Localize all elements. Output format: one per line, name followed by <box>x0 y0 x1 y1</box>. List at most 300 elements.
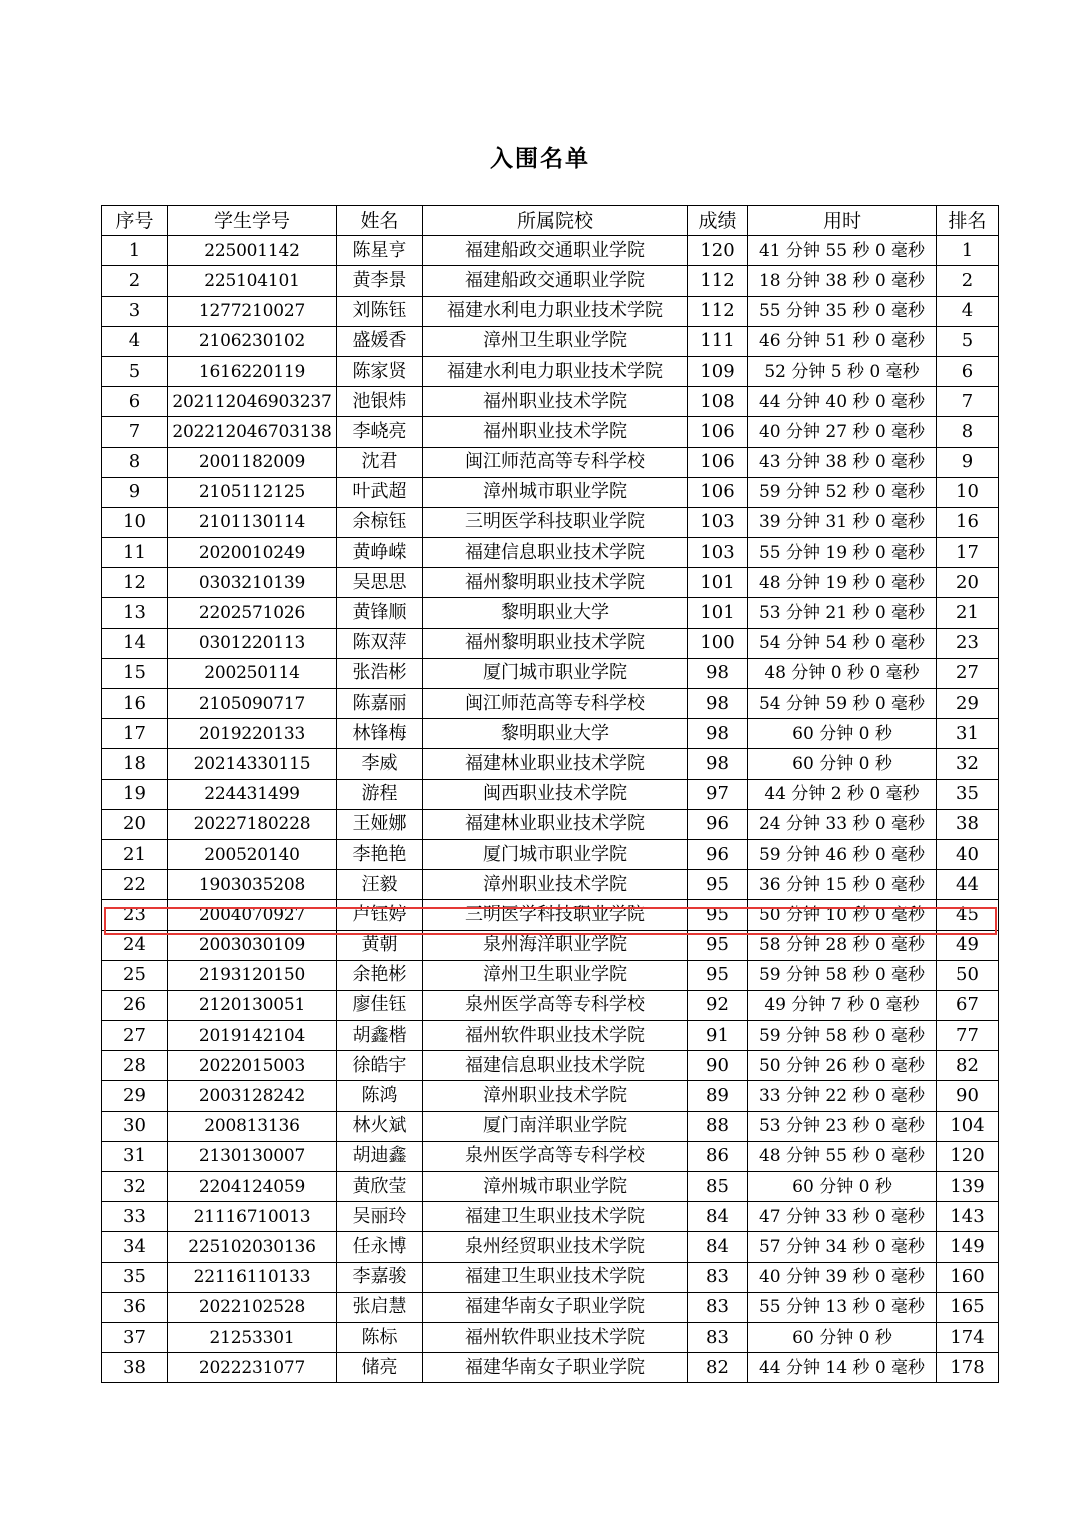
cell-score: 98 <box>688 658 748 688</box>
cell-score: 91 <box>688 1021 748 1051</box>
cell-time: 46 分钟 51 秒 0 毫秒 <box>748 326 937 356</box>
cell-school: 三明医学科技职业学院 <box>423 900 688 930</box>
cell-student-id: 202212046703138 <box>168 417 337 447</box>
cell-index: 4 <box>102 326 168 356</box>
cell-student-id: 202112046903237 <box>168 387 337 417</box>
cell-time: 54 分钟 54 秒 0 毫秒 <box>748 628 937 658</box>
cell-index: 33 <box>102 1202 168 1232</box>
cell-index: 13 <box>102 598 168 628</box>
cell-school: 福建信息职业技术学院 <box>423 1051 688 1081</box>
cell-index: 24 <box>102 930 168 960</box>
cell-student-id: 2204124059 <box>168 1172 337 1202</box>
table-row <box>102 1353 999 1383</box>
cell-name: 林火斌 <box>337 1111 423 1141</box>
cell-time: 59 分钟 52 秒 0 毫秒 <box>748 477 937 507</box>
cell-score: 92 <box>688 990 748 1020</box>
cell-name: 李峣亮 <box>337 417 423 447</box>
cell-index: 14 <box>102 628 168 658</box>
cell-student-id: 2003030109 <box>168 930 337 960</box>
cell-rank: 67 <box>937 990 999 1020</box>
cell-score: 86 <box>688 1141 748 1171</box>
column-header-student-id: 学生学号 <box>168 206 337 236</box>
table-row <box>102 749 999 779</box>
column-header-name: 姓名 <box>337 206 423 236</box>
cell-index: 6 <box>102 387 168 417</box>
cell-name: 池银炜 <box>337 387 423 417</box>
cell-name: 汪毅 <box>337 870 423 900</box>
cell-index: 34 <box>102 1232 168 1262</box>
table-row <box>102 689 999 719</box>
cell-name: 陈双萍 <box>337 628 423 658</box>
table-row <box>102 960 999 990</box>
table-row <box>102 326 999 356</box>
cell-index: 29 <box>102 1081 168 1111</box>
cell-rank: 5 <box>937 326 999 356</box>
cell-score: 85 <box>688 1172 748 1202</box>
cell-rank: 143 <box>937 1202 999 1232</box>
cell-school: 厦门城市职业学院 <box>423 658 688 688</box>
cell-time: 48 分钟 19 秒 0 毫秒 <box>748 568 937 598</box>
cell-rank: 7 <box>937 387 999 417</box>
cell-index: 17 <box>102 719 168 749</box>
cell-school: 福建华南女子职业学院 <box>423 1292 688 1322</box>
page-title: 入围名单 <box>490 146 590 172</box>
cell-score: 106 <box>688 417 748 447</box>
cell-time: 44 分钟 40 秒 0 毫秒 <box>748 387 937 417</box>
cell-student-id: 225001142 <box>168 236 337 266</box>
table-row <box>102 1141 999 1171</box>
cell-score: 83 <box>688 1292 748 1322</box>
table-row <box>102 900 999 930</box>
table-row <box>102 447 999 477</box>
table-row <box>102 266 999 296</box>
cell-name: 余椋钰 <box>337 507 423 537</box>
cell-student-id: 2003128242 <box>168 1081 337 1111</box>
cell-score: 120 <box>688 236 748 266</box>
cell-index: 28 <box>102 1051 168 1081</box>
cell-rank: 4 <box>937 296 999 326</box>
cell-time: 50 分钟 26 秒 0 毫秒 <box>748 1051 937 1081</box>
table-row <box>102 296 999 326</box>
cell-time: 53 分钟 21 秒 0 毫秒 <box>748 598 937 628</box>
cell-rank: 2 <box>937 266 999 296</box>
cell-time: 24 分钟 33 秒 0 毫秒 <box>748 809 937 839</box>
cell-name: 胡迪鑫 <box>337 1141 423 1171</box>
cell-school: 黎明职业大学 <box>423 598 688 628</box>
cell-score: 108 <box>688 387 748 417</box>
cell-school: 泉州医学高等专科学校 <box>423 990 688 1020</box>
table-row <box>102 839 999 869</box>
cell-index: 11 <box>102 538 168 568</box>
cell-index: 31 <box>102 1141 168 1171</box>
cell-index: 35 <box>102 1262 168 1292</box>
table-row <box>102 809 999 839</box>
cell-score: 103 <box>688 538 748 568</box>
cell-school: 闽江师范高等专科学校 <box>423 689 688 719</box>
cell-time: 36 分钟 15 秒 0 毫秒 <box>748 870 937 900</box>
cell-name: 李艳艳 <box>337 839 423 869</box>
column-header-score: 成绩 <box>688 206 748 236</box>
cell-time: 48 分钟 0 秒 0 毫秒 <box>748 658 937 688</box>
table-row <box>102 628 999 658</box>
cell-time: 59 分钟 46 秒 0 毫秒 <box>748 839 937 869</box>
cell-time: 55 分钟 13 秒 0 毫秒 <box>748 1292 937 1322</box>
cell-score: 101 <box>688 598 748 628</box>
cell-time: 58 分钟 28 秒 0 毫秒 <box>748 930 937 960</box>
cell-index: 3 <box>102 296 168 326</box>
cell-school: 福州软件职业技术学院 <box>423 1021 688 1051</box>
table-row <box>102 930 999 960</box>
table-row <box>102 1202 999 1232</box>
cell-rank: 104 <box>937 1111 999 1141</box>
shortlist-table <box>101 205 999 1383</box>
cell-index: 26 <box>102 990 168 1020</box>
cell-time: 44 分钟 14 秒 0 毫秒 <box>748 1353 937 1383</box>
cell-name: 储亮 <box>337 1353 423 1383</box>
cell-time: 60 分钟 0 秒 <box>748 1322 937 1352</box>
cell-name: 林锋梅 <box>337 719 423 749</box>
cell-student-id: 22116110133 <box>168 1262 337 1292</box>
cell-rank: 149 <box>937 1232 999 1262</box>
cell-time: 55 分钟 35 秒 0 毫秒 <box>748 296 937 326</box>
cell-school: 闽江师范高等专科学校 <box>423 447 688 477</box>
cell-school: 厦门南洋职业学院 <box>423 1111 688 1141</box>
cell-score: 112 <box>688 296 748 326</box>
table-row <box>102 779 999 809</box>
cell-student-id: 2105112125 <box>168 477 337 507</box>
cell-student-id: 2106230102 <box>168 326 337 356</box>
cell-student-id: 224431499 <box>168 779 337 809</box>
cell-rank: 23 <box>937 628 999 658</box>
cell-rank: 8 <box>937 417 999 447</box>
cell-student-id: 2120130051 <box>168 990 337 1020</box>
cell-name: 王娅娜 <box>337 809 423 839</box>
cell-school: 福州职业技术学院 <box>423 417 688 447</box>
cell-name: 李嘉骏 <box>337 1262 423 1292</box>
table-row <box>102 1081 999 1111</box>
cell-student-id: 2019142104 <box>168 1021 337 1051</box>
cell-score: 83 <box>688 1322 748 1352</box>
cell-index: 25 <box>102 960 168 990</box>
table-row <box>102 1051 999 1081</box>
cell-student-id: 20214330115 <box>168 749 337 779</box>
cell-school: 厦门城市职业学院 <box>423 839 688 869</box>
cell-rank: 50 <box>937 960 999 990</box>
cell-student-id: 200813136 <box>168 1111 337 1141</box>
cell-student-id: 1277210027 <box>168 296 337 326</box>
cell-student-id: 2001182009 <box>168 447 337 477</box>
cell-index: 20 <box>102 809 168 839</box>
cell-school: 福州软件职业技术学院 <box>423 1322 688 1352</box>
cell-score: 112 <box>688 266 748 296</box>
cell-student-id: 2130130007 <box>168 1141 337 1171</box>
cell-rank: 1 <box>937 236 999 266</box>
cell-score: 84 <box>688 1232 748 1262</box>
cell-name: 黄欣莹 <box>337 1172 423 1202</box>
cell-score: 100 <box>688 628 748 658</box>
cell-school: 漳州职业技术学院 <box>423 1081 688 1111</box>
cell-rank: 35 <box>937 779 999 809</box>
table-row <box>102 719 999 749</box>
cell-score: 109 <box>688 356 748 386</box>
cell-index: 36 <box>102 1292 168 1322</box>
cell-score: 84 <box>688 1202 748 1232</box>
table-row <box>102 990 999 1020</box>
cell-time: 40 分钟 39 秒 0 毫秒 <box>748 1262 937 1292</box>
cell-rank: 17 <box>937 538 999 568</box>
cell-school: 福建信息职业技术学院 <box>423 538 688 568</box>
table-row <box>102 1111 999 1141</box>
cell-rank: 120 <box>937 1141 999 1171</box>
cell-school: 福建船政交通职业学院 <box>423 266 688 296</box>
cell-rank: 9 <box>937 447 999 477</box>
cell-name: 陈星亨 <box>337 236 423 266</box>
table-row <box>102 568 999 598</box>
cell-rank: 77 <box>937 1021 999 1051</box>
cell-score: 95 <box>688 930 748 960</box>
cell-student-id: 225104101 <box>168 266 337 296</box>
cell-score: 106 <box>688 477 748 507</box>
cell-score: 88 <box>688 1111 748 1141</box>
cell-name: 黄朝 <box>337 930 423 960</box>
cell-score: 82 <box>688 1353 748 1383</box>
cell-school: 福建水利电力职业技术学院 <box>423 356 688 386</box>
cell-index: 37 <box>102 1322 168 1352</box>
cell-student-id: 2105090717 <box>168 689 337 719</box>
cell-rank: 16 <box>937 507 999 537</box>
cell-rank: 29 <box>937 689 999 719</box>
cell-name: 陈鸿 <box>337 1081 423 1111</box>
table-row <box>102 1232 999 1262</box>
cell-school: 福建卫生职业技术学院 <box>423 1202 688 1232</box>
cell-rank: 165 <box>937 1292 999 1322</box>
cell-time: 54 分钟 59 秒 0 毫秒 <box>748 689 937 719</box>
table-row <box>102 538 999 568</box>
column-header-index: 序号 <box>102 206 168 236</box>
cell-score: 96 <box>688 809 748 839</box>
table-row <box>102 236 999 266</box>
cell-score: 96 <box>688 839 748 869</box>
cell-school: 漳州职业技术学院 <box>423 870 688 900</box>
cell-index: 5 <box>102 356 168 386</box>
cell-score: 106 <box>688 447 748 477</box>
cell-school: 闽西职业技术学院 <box>423 779 688 809</box>
cell-rank: 49 <box>937 930 999 960</box>
cell-time: 33 分钟 22 秒 0 毫秒 <box>748 1081 937 1111</box>
cell-time: 60 分钟 0 秒 <box>748 749 937 779</box>
cell-rank: 20 <box>937 568 999 598</box>
table-row <box>102 1262 999 1292</box>
cell-name: 陈嘉丽 <box>337 689 423 719</box>
cell-index: 21 <box>102 839 168 869</box>
cell-school: 泉州医学高等专科学校 <box>423 1141 688 1171</box>
cell-rank: 178 <box>937 1353 999 1383</box>
cell-time: 52 分钟 5 秒 0 毫秒 <box>748 356 937 386</box>
cell-time: 41 分钟 55 秒 0 毫秒 <box>748 236 937 266</box>
cell-name: 徐皓宇 <box>337 1051 423 1081</box>
cell-student-id: 20227180228 <box>168 809 337 839</box>
cell-student-id: 2193120150 <box>168 960 337 990</box>
cell-school: 三明医学科技职业学院 <box>423 507 688 537</box>
cell-score: 98 <box>688 749 748 779</box>
cell-index: 8 <box>102 447 168 477</box>
cell-index: 2 <box>102 266 168 296</box>
cell-index: 15 <box>102 658 168 688</box>
cell-name: 任永博 <box>337 1232 423 1262</box>
cell-time: 39 分钟 31 秒 0 毫秒 <box>748 507 937 537</box>
cell-name: 吴丽玲 <box>337 1202 423 1232</box>
cell-school: 漳州卫生职业学院 <box>423 960 688 990</box>
cell-score: 98 <box>688 689 748 719</box>
cell-student-id: 1903035208 <box>168 870 337 900</box>
cell-student-id: 2022102528 <box>168 1292 337 1322</box>
cell-school: 福建水利电力职业技术学院 <box>423 296 688 326</box>
cell-time: 18 分钟 38 秒 0 毫秒 <box>748 266 937 296</box>
cell-index: 1 <box>102 236 168 266</box>
cell-name: 黄锋顺 <box>337 598 423 628</box>
cell-index: 18 <box>102 749 168 779</box>
table-row <box>102 1021 999 1051</box>
cell-rank: 82 <box>937 1051 999 1081</box>
cell-score: 89 <box>688 1081 748 1111</box>
column-header-time: 用时 <box>748 206 937 236</box>
cell-rank: 10 <box>937 477 999 507</box>
cell-time: 47 分钟 33 秒 0 毫秒 <box>748 1202 937 1232</box>
cell-school: 福州职业技术学院 <box>423 387 688 417</box>
cell-score: 95 <box>688 870 748 900</box>
table-row <box>102 387 999 417</box>
cell-time: 57 分钟 34 秒 0 毫秒 <box>748 1232 937 1262</box>
cell-name: 胡鑫楷 <box>337 1021 423 1051</box>
cell-time: 48 分钟 55 秒 0 毫秒 <box>748 1141 937 1171</box>
cell-rank: 40 <box>937 839 999 869</box>
cell-student-id: 2202571026 <box>168 598 337 628</box>
cell-rank: 21 <box>937 598 999 628</box>
cell-index: 19 <box>102 779 168 809</box>
table-row <box>102 1292 999 1322</box>
cell-name: 刘陈钰 <box>337 296 423 326</box>
cell-index: 7 <box>102 417 168 447</box>
cell-score: 83 <box>688 1262 748 1292</box>
cell-index: 22 <box>102 870 168 900</box>
column-header-school: 所属院校 <box>423 206 688 236</box>
cell-student-id: 2101130114 <box>168 507 337 537</box>
cell-score: 101 <box>688 568 748 598</box>
cell-rank: 90 <box>937 1081 999 1111</box>
table-row <box>102 356 999 386</box>
cell-name: 卢钰婷 <box>337 900 423 930</box>
cell-index: 10 <box>102 507 168 537</box>
cell-student-id: 21116710013 <box>168 1202 337 1232</box>
cell-rank: 174 <box>937 1322 999 1352</box>
cell-rank: 139 <box>937 1172 999 1202</box>
table-row <box>102 658 999 688</box>
cell-student-id: 0303210139 <box>168 568 337 598</box>
cell-time: 60 分钟 0 秒 <box>748 719 937 749</box>
table-row <box>102 1322 999 1352</box>
cell-index: 9 <box>102 477 168 507</box>
cell-rank: 160 <box>937 1262 999 1292</box>
cell-school: 黎明职业大学 <box>423 719 688 749</box>
cell-index: 12 <box>102 568 168 598</box>
cell-student-id: 225102030136 <box>168 1232 337 1262</box>
cell-rank: 38 <box>937 809 999 839</box>
cell-name: 叶武超 <box>337 477 423 507</box>
table-row <box>102 598 999 628</box>
cell-school: 福建卫生职业技术学院 <box>423 1262 688 1292</box>
cell-student-id: 2022231077 <box>168 1353 337 1383</box>
cell-rank: 44 <box>937 870 999 900</box>
cell-score: 90 <box>688 1051 748 1081</box>
column-header-rank: 排名 <box>937 206 999 236</box>
cell-student-id: 2004070927 <box>168 900 337 930</box>
cell-school: 漳州卫生职业学院 <box>423 326 688 356</box>
cell-time: 50 分钟 10 秒 0 毫秒 <box>748 900 937 930</box>
cell-school: 福建林业职业技术学院 <box>423 809 688 839</box>
cell-rank: 32 <box>937 749 999 779</box>
cell-index: 16 <box>102 689 168 719</box>
cell-time: 49 分钟 7 秒 0 毫秒 <box>748 990 937 1020</box>
cell-name: 廖佳钰 <box>337 990 423 1020</box>
cell-student-id: 200250114 <box>168 658 337 688</box>
cell-student-id: 2019220133 <box>168 719 337 749</box>
cell-student-id: 2020010249 <box>168 538 337 568</box>
cell-school: 福州黎明职业技术学院 <box>423 628 688 658</box>
table-row <box>102 507 999 537</box>
cell-index: 30 <box>102 1111 168 1141</box>
cell-name: 余艳彬 <box>337 960 423 990</box>
cell-student-id: 21253301 <box>168 1322 337 1352</box>
cell-name: 陈家贤 <box>337 356 423 386</box>
cell-name: 张启慧 <box>337 1292 423 1322</box>
cell-score: 98 <box>688 719 748 749</box>
cell-rank: 6 <box>937 356 999 386</box>
table-row <box>102 477 999 507</box>
cell-rank: 45 <box>937 900 999 930</box>
cell-student-id: 2022015003 <box>168 1051 337 1081</box>
cell-index: 23 <box>102 900 168 930</box>
cell-time: 59 分钟 58 秒 0 毫秒 <box>748 960 937 990</box>
cell-name: 陈标 <box>337 1322 423 1352</box>
cell-score: 103 <box>688 507 748 537</box>
cell-school: 福州黎明职业技术学院 <box>423 568 688 598</box>
cell-student-id: 200520140 <box>168 839 337 869</box>
table-row <box>102 417 999 447</box>
cell-school: 漳州城市职业学院 <box>423 477 688 507</box>
cell-school: 泉州经贸职业技术学院 <box>423 1232 688 1262</box>
cell-name: 沈君 <box>337 447 423 477</box>
cell-time: 60 分钟 0 秒 <box>748 1172 937 1202</box>
cell-index: 32 <box>102 1172 168 1202</box>
cell-student-id: 1616220119 <box>168 356 337 386</box>
cell-rank: 31 <box>937 719 999 749</box>
cell-school: 漳州城市职业学院 <box>423 1172 688 1202</box>
cell-school: 福建华南女子职业学院 <box>423 1353 688 1383</box>
cell-score: 95 <box>688 900 748 930</box>
cell-school: 福建船政交通职业学院 <box>423 236 688 266</box>
cell-time: 40 分钟 27 秒 0 毫秒 <box>748 417 937 447</box>
cell-time: 43 分钟 38 秒 0 毫秒 <box>748 447 937 477</box>
cell-time: 59 分钟 58 秒 0 毫秒 <box>748 1021 937 1051</box>
cell-name: 李威 <box>337 749 423 779</box>
cell-time: 53 分钟 23 秒 0 毫秒 <box>748 1111 937 1141</box>
cell-school: 泉州海洋职业学院 <box>423 930 688 960</box>
cell-name: 盛媛香 <box>337 326 423 356</box>
cell-school: 福建林业职业技术学院 <box>423 749 688 779</box>
cell-score: 111 <box>688 326 748 356</box>
table-header-row <box>102 206 999 236</box>
cell-time: 44 分钟 2 秒 0 毫秒 <box>748 779 937 809</box>
